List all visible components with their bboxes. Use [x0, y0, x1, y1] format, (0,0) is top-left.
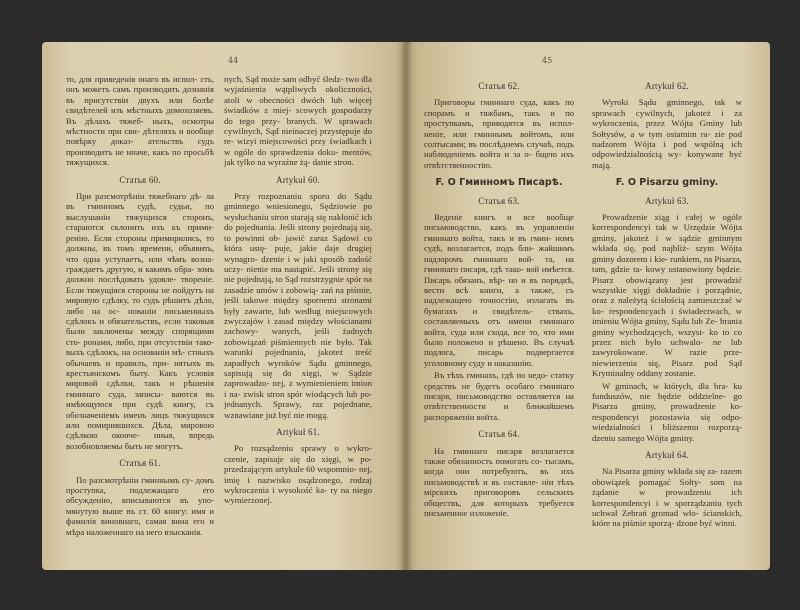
- article-heading: Artykuł 61.: [276, 427, 320, 437]
- paragraph: На гминнаго писаря возлагается также обязанность помогать со- тысамъ, когда они потребуютъ, въ ихъ письмоводствѣ и въ составле- ніи тѣхъ мірскихъ приговоровъ сельскихъ обществъ, для которыхъ требуется письменное изложеніе.: [424, 445, 574, 519]
- paragraph: W gminach, w których, dla bra- ku funduszów, nie będzie oddzielne- go Pisarza gminy, prowadzenie ko- respondencyi pozostawia się odpo- wiedzialności i bliższemu rozporzą- dzeniu samego Wójta gminy.: [592, 380, 742, 443]
- paragraph: По разсмотрѣніи гминнымъ су- домъ проступка, подлежащаго его обсужденію, вписываются въ упо- мянутую выше въ ст. 60 книгу: имя и фамилія виновнаго, самая вина его и мѣра наложеннаго на него взысканія.: [66, 474, 214, 537]
- polish-column: [592, 74, 742, 531]
- paragraph: Въ тѣхъ гминахъ, гдѣ по недо- статку средствъ не будетъ особаго гминнаго писаря, письмоводство оставляется на отвѣтственности и ближайшемъ распоряженіи войта.: [424, 370, 574, 422]
- book-spine: [400, 42, 412, 570]
- paragraph: Przy rozpoznaniu sporu do Sądu gminnego wniesionego, Sędziowie po wysłuchaniu stron starają się nakłonić ich do pojednania. Jeśli strony pojednają się, to powinni ob- jawić zaraz Sądowi co która ustę- puje, jakie daje drugiej wynagro- dzenie i w jaki sposób zadość uczy- nienie ma nastąpić. Jeśli strony się nie pojednają, to Sąd rozstrzygnie spór na zasadzie umów i zobowią- zań na piśmie, jeśli takowe między spornemi stronami były zawarte, lub według miejscowych zwyczajów i zasad między włościanami zachowy- wanych, jeśli żadnych zobowiązań piśmiennych nie było. Tak warunki pojednania, jakoteż treść zapadłych wyroków Sądu gminnego, sapisują się do xięgi, w Sądzie zaprowadzo- nej, z wymienieniem imion i na- zwisk stron spór wiodących lub po- jednanych. Sprawy, raz pojednane, wznawiane już być nie mogą.: [224, 191, 372, 420]
- paragraph: то, для приведенія онаго въ испол- сть, онъ можетъ самъ производить дознанія въ присутствіи двухъ или болѣе свидѣтелей изъ мѣстныхъ домохозяевъ. Въ дѣлахъ тяжеб- ныхъ, осмотры мѣстности при сви- дѣтеляхъ и вообще повѣрку доказ- ательствъ судъ производитъ не иначе, какъ по просьбѣ тяжущихся.: [66, 74, 214, 168]
- russian-column: [66, 74, 214, 539]
- article-heading: Статья 63.: [478, 195, 520, 206]
- russian-column: [424, 74, 574, 520]
- paragraph: Na Pisarza gminy wkłada się za- razem obowiązek pomagać Sołty- som na żądanie w prowadzeniu ich korrespondencyi i w sporządzaniu tych uchwał Zebrań gromad wło- ścianskich, które na piśmie sporzą- dzone być winni.: [592, 466, 742, 529]
- article-heading: Статья 62.: [478, 81, 520, 91]
- page-number: 45: [542, 56, 553, 65]
- paragraph: Prowadzenie xiąg i całej w ogóle korrespondencyi tak w Urzędzie Wójta gminy, jakoteż i w sądzie gminnym wkłada się, pod najbliż- szym Wójta gminy dozorem i kie- runkiem, na Pisarza, tam, gdzie ta- kowy ustanowiony będzie. Pisarz obowiązany jest prowadzić wszystkie xięgi dokładnie i porządnie, oraz z należytą ścisłością zamieszczać w ko- respondencyach i świadectwach, w imieniu Wójta gminy, Sądu lub Ze- brania gminy wychodzących, wszyst- ko to co przez nich było uchwalo- ne lub zawyrokowane. W razie prze- niewierzenia się, Pisarz pod Sąd Kryminalny oddany zostanie.: [592, 212, 742, 379]
- article-heading: Статья 61.: [119, 458, 161, 469]
- page-number: 44: [228, 56, 239, 65]
- paragraph: Wyroki Sądu gminnego, tak w sprawach cywilnych, jakoteż i za wykroczenia, przez Wójta Gminy lub Sołtysów, a w tym ostatnim ra- zie pod nadzorem Wójta i pod wspólną ich odpowiedzialnością wy- konywane być mają.: [592, 97, 742, 170]
- section-heading: F. O Pisarzu gminy.: [615, 177, 719, 189]
- section-heading: F. О Гминномъ Писарѣ.: [435, 177, 563, 189]
- article-heading: Статья 64.: [478, 429, 520, 440]
- polish-column: [224, 74, 372, 508]
- left-page: [42, 42, 406, 570]
- article-heading: Статья 60.: [119, 174, 161, 185]
- paragraph: Приговоры гминнаго суда, какъ по спорамъ и тяжбамъ, такъ и по проступкамъ, приводятся въ испол- неніе, или гминнымъ войтомъ, или солтысами; въ послѣднемъ случаѣ, подъ наблюденіемъ войта и за о- бщею ихъ отвѣтственностію.: [424, 97, 574, 170]
- paragraph: Веденіе книгъ и все вообще письмоводство, какъ въ управленіи гминнаго войта, такъ и въ гмин- номъ судѣ, возлагается, подъ бли- жайшимъ надзоромъ гминнаго вой- та, на гминнаго писаря, гдѣ тако- вой имѣется. Писарь обязанъ, вѣр- но и въ порядкѣ, вести всѣ книги, а также, съ надлежащею точностію, излагать въ бумагахъ и свидѣтель- ствахъ, составляемыхъ отъ имени гминнаго войта, суда или схода, все то, что ими было положено и рѣшено. Въ случаѣ подлога, писарь подвергается уголовному суду и наказанію.: [424, 212, 574, 368]
- paragraph: При разсмотрѣніи тяжебнаго дѣ- ла въ гминномъ судѣ, судьи, по выслушаніи тяжущихся сторонъ, стараются склонить ихъ къ прими- ренію. Если стороны примирились, то должны, въ томъ времени, объявить, что одна уступаетъ, или чѣмъ возна- граждаетъ другую, и какимъ обра- зомъ должно послѣдовать удовле- твореніе. Если тяжущіяся стороны не пойдутъ на мировую сдѣлку, то судъ рѣшитъ дѣло, либо на ос- нованіи письменныхъ сдѣлокъ и обязательствъ, если таковыя были заключены между спорящими сто- ронами, либо, при отсутствіи тако- выхъ сдѣлокъ, на основаніи мѣ- стныхъ обычаевъ и правилъ, при- нятыхъ въ крестьянскомъ быту. Какъ условія мировой сдѣлки, такъ и рѣшенія гминнаго суда, записы- ваются въ имѣющуюся при судѣ книгу, съ обозначеніемъ именъ лицъ тяжущихся или помирившихся. Дѣла, мировою сдѣлкою оконче- нныя, впредь возобновляемы быть не могутъ.: [66, 191, 214, 451]
- paragraph: Po rozsądzeniu sprawy o wykro- czenie, zapisuje się do xięgi, w po- przedzającym artykule 60 wspomnio- nej, imię i nazwisko osądzonego, rodzaj wykroczenia i wysokość ka- ry na niego wymierzonej.: [224, 443, 372, 506]
- right-page: [406, 42, 770, 570]
- article-heading: Artykuł 63.: [645, 195, 689, 206]
- article-heading: Artykuł 64.: [645, 450, 689, 460]
- paragraph: nych, Sąd może sam odbyć śledz- two dla wyjaśnienia wątpliwych okoliczności, atoli w obecności dwóch lub więcej świadków z miej- scowych gospodarzy do tego przy- branych. W sprawach cywilnych, Sąd nieinaczej przystępuje do re- wizyi miejscowości przy świadkach i w ogóle do sprawdzenia doku- mentów, jak tylko na wyraźne żą- danie stron.: [224, 74, 372, 168]
- article-heading: Artykuł 60.: [276, 174, 320, 185]
- article-heading: Artykuł 62.: [645, 81, 689, 91]
- open-book: [42, 42, 770, 570]
